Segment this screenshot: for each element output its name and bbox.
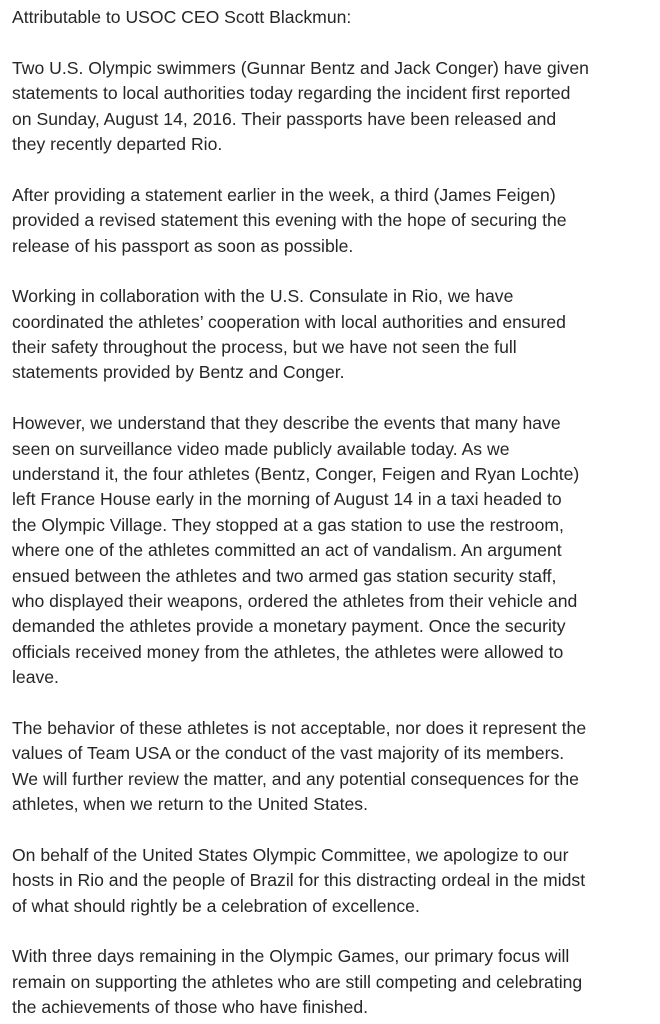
text-line: athletes, when we return to the United States. <box>12 794 368 815</box>
text-line: hosts in Rio and the people of Brazil for this distracting ordeal in the midst <box>12 870 586 891</box>
text-line: remain on supporting the athletes who are still competing and celebrating <box>12 971 583 992</box>
text-line: values of Team USA or the conduct of the vast majority of its members. <box>12 743 565 764</box>
text-line: On behalf of the United States Olympic Committee, we apologize to our <box>12 844 569 865</box>
paragraph-spacer <box>12 30 642 55</box>
text-line: With three days remaining in the Olympic Games, our primary focus will <box>12 946 570 967</box>
text-line: statements to local authorities today regarding the incident first reported <box>12 83 571 104</box>
text-line: the achievements of those who have finished. <box>12 997 369 1018</box>
text-line: who displayed their weapons, ordered the athletes from their vehicle and <box>12 590 578 611</box>
text-line: Working in collaboration with the U.S. Consulate in Rio, we have <box>12 286 514 307</box>
text-line: release of his passport as soon as possible. <box>12 235 354 256</box>
text-line: officials received money from the athletes, the athletes were allowed to <box>12 641 564 662</box>
text-line: demanded the athletes provide a monetary payment. Once the security <box>12 616 566 637</box>
paragraph-spacer <box>12 818 642 843</box>
paragraph-spacer <box>12 259 642 284</box>
text-line: seen on surveillance video made publicly available today. As we <box>12 438 510 459</box>
text-line: The behavior of these athletes is not acceptable, nor does it represent the <box>12 717 587 738</box>
text-line: However, we understand that they describe the events that many have <box>12 413 561 434</box>
text-line: ensued between the athletes and two armed gas station security staff, <box>12 565 557 586</box>
text-line: coordinated the athletes’ cooperation with local authorities and ensured <box>12 311 566 332</box>
text-line: leave. <box>12 667 59 688</box>
paragraph-behavior-not-acceptable <box>12 716 642 818</box>
text-line: on Sunday, August 14, 2016. Their passports have been released and <box>12 108 557 129</box>
paragraph-incident-account <box>12 411 642 690</box>
text-line: We will further review the matter, and any potential consequences for the <box>12 768 579 789</box>
text-line: left France House early in the morning of August 14 in a taxi headed to <box>12 489 562 510</box>
text-line: their safety throughout the process, but we have not seen the full <box>12 337 517 358</box>
text-line: statements provided by Bentz and Conger. <box>12 362 345 383</box>
paragraph-consulate-collaboration <box>12 284 642 386</box>
paragraph-third-athlete <box>12 183 642 259</box>
paragraph-spacer <box>12 157 642 182</box>
statement-heading: Attributable to USOC CEO Scott Blackmun: <box>12 7 352 27</box>
text-line: they recently departed Rio. <box>12 133 223 154</box>
paragraph-primary-focus <box>12 944 642 1020</box>
text-line: where one of the athletes committed an act of vandalism. An argument <box>12 540 562 561</box>
paragraph-spacer <box>12 386 642 411</box>
text-line: of what should rightly be a celebration of excellence. <box>12 895 420 916</box>
paragraph-apology <box>12 843 642 919</box>
text-line: Two U.S. Olympic swimmers (Gunnar Bentz and Jack Conger) have given <box>12 57 589 78</box>
text-line: the Olympic Village. They stopped at a gas station to use the restroom, <box>12 514 564 535</box>
text-line: provided a revised statement this evening with the hope of securing the <box>12 210 567 231</box>
paragraph-spacer <box>12 919 642 944</box>
paragraph-spacer <box>12 691 642 716</box>
paragraph-passports-released <box>12 56 642 158</box>
text-line: understand it, the four athletes (Bentz, Conger, Feigen and Ryan Lochte) <box>12 464 580 485</box>
text-line: After providing a statement earlier in the week, a third (James Feigen) <box>12 184 556 205</box>
